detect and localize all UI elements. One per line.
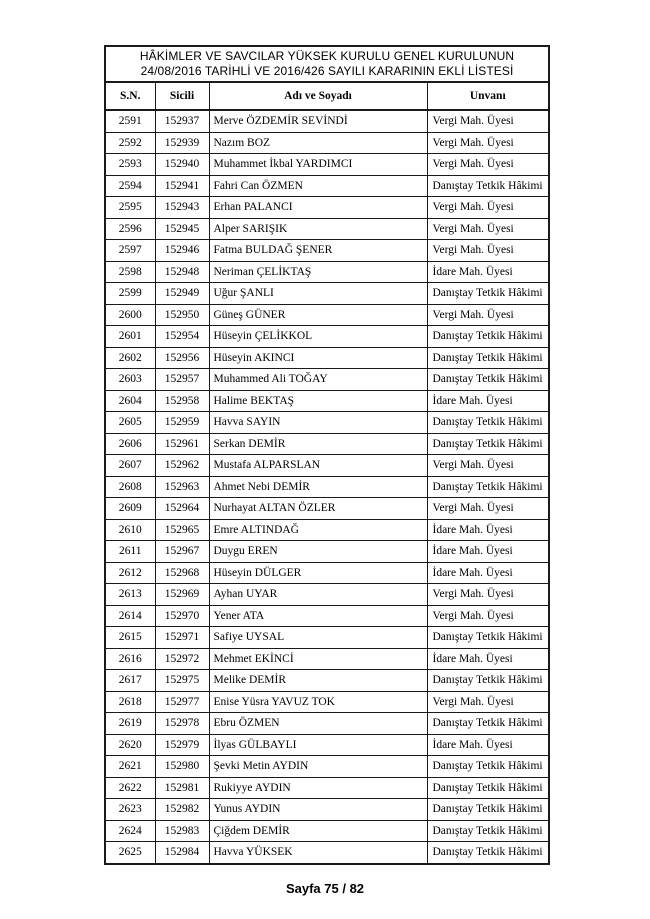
cell-sn: 2623 bbox=[105, 799, 155, 821]
cell-name: Safiye UYSAL bbox=[209, 627, 427, 649]
cell-sn: 2601 bbox=[105, 326, 155, 348]
table-row bbox=[105, 498, 549, 520]
table-row bbox=[105, 820, 549, 842]
cell-sicili: 152954 bbox=[155, 326, 209, 348]
cell-unvan: Danıştay Tetkik Hâkimi bbox=[427, 627, 549, 649]
cell-unvan: Danıştay Tetkik Hâkimi bbox=[427, 777, 549, 799]
cell-unvan: Vergi Mah. Üyesi bbox=[427, 691, 549, 713]
cell-sn: 2604 bbox=[105, 390, 155, 412]
cell-sn: 2616 bbox=[105, 648, 155, 670]
cell-sn: 2608 bbox=[105, 476, 155, 498]
cell-name: Yener ATA bbox=[209, 605, 427, 627]
cell-name: Merve ÖZDEMİR SEVİNDİ bbox=[209, 110, 427, 132]
judges-list-table bbox=[104, 45, 550, 865]
cell-sicili: 152959 bbox=[155, 412, 209, 434]
cell-sicili: 152939 bbox=[155, 132, 209, 154]
table-row bbox=[105, 648, 549, 670]
table-row bbox=[105, 283, 549, 305]
table-row bbox=[105, 627, 549, 649]
cell-name: Hüseyin DÜLGER bbox=[209, 562, 427, 584]
column-header-sicili: Sicili bbox=[155, 82, 209, 110]
column-header-row bbox=[105, 82, 549, 110]
table-row bbox=[105, 756, 549, 778]
cell-unvan: Vergi Mah. Üyesi bbox=[427, 455, 549, 477]
cell-sn: 2605 bbox=[105, 412, 155, 434]
cell-name: Havva SAYIN bbox=[209, 412, 427, 434]
cell-name: Neriman ÇELİKTAŞ bbox=[209, 261, 427, 283]
cell-unvan: Vergi Mah. Üyesi bbox=[427, 218, 549, 240]
cell-name: Melike DEMİR bbox=[209, 670, 427, 692]
cell-unvan: Danıştay Tetkik Hâkimi bbox=[427, 283, 549, 305]
cell-name: Ebru ÖZMEN bbox=[209, 713, 427, 735]
table-row bbox=[105, 326, 549, 348]
cell-name: Halime BEKTAŞ bbox=[209, 390, 427, 412]
cell-name: Ayhan UYAR bbox=[209, 584, 427, 606]
cell-sn: 2597 bbox=[105, 240, 155, 262]
column-header-unvan: Unvanı bbox=[427, 82, 549, 110]
table-row bbox=[105, 240, 549, 262]
table-row bbox=[105, 154, 549, 176]
cell-name: Nurhayat ALTAN ÖZLER bbox=[209, 498, 427, 520]
cell-name: Fahri Can ÖZMEN bbox=[209, 175, 427, 197]
cell-name: Çiğdem DEMİR bbox=[209, 820, 427, 842]
cell-sn: 2594 bbox=[105, 175, 155, 197]
cell-sicili: 152981 bbox=[155, 777, 209, 799]
cell-name: Nazım BOZ bbox=[209, 132, 427, 154]
table-row bbox=[105, 734, 549, 756]
column-header-name: Adı ve Soyadı bbox=[209, 82, 427, 110]
cell-sn: 2610 bbox=[105, 519, 155, 541]
table-row bbox=[105, 584, 549, 606]
table-row bbox=[105, 842, 549, 864]
table-row bbox=[105, 799, 549, 821]
cell-sicili: 152967 bbox=[155, 541, 209, 563]
cell-name: İlyas GÜLBAYLI bbox=[209, 734, 427, 756]
cell-unvan: Danıştay Tetkik Hâkimi bbox=[427, 476, 549, 498]
cell-sn: 2620 bbox=[105, 734, 155, 756]
table-row bbox=[105, 713, 549, 735]
cell-sn: 2600 bbox=[105, 304, 155, 326]
cell-unvan: Danıştay Tetkik Hâkimi bbox=[427, 412, 549, 434]
cell-sicili: 152968 bbox=[155, 562, 209, 584]
cell-unvan: Danıştay Tetkik Hâkimi bbox=[427, 842, 549, 864]
cell-sicili: 152975 bbox=[155, 670, 209, 692]
cell-sicili: 152982 bbox=[155, 799, 209, 821]
cell-sn: 2622 bbox=[105, 777, 155, 799]
cell-unvan: Vergi Mah. Üyesi bbox=[427, 154, 549, 176]
cell-sn: 2617 bbox=[105, 670, 155, 692]
cell-sicili: 152958 bbox=[155, 390, 209, 412]
cell-sn: 2619 bbox=[105, 713, 155, 735]
cell-unvan: İdare Mah. Üyesi bbox=[427, 390, 549, 412]
cell-name: Ahmet Nebi DEMİR bbox=[209, 476, 427, 498]
cell-sicili: 152972 bbox=[155, 648, 209, 670]
document-title-line1: HÂKİMLER VE SAVCILAR YÜKSEK KURULU GENEL KURULUNUN bbox=[139, 48, 515, 63]
page-number: Sayfa 75 / 82 bbox=[285, 881, 365, 896]
cell-sn: 2596 bbox=[105, 218, 155, 240]
table-row bbox=[105, 541, 549, 563]
cell-name: Güneş GÜNER bbox=[209, 304, 427, 326]
cell-sn: 2612 bbox=[105, 562, 155, 584]
cell-sn: 2598 bbox=[105, 261, 155, 283]
cell-sicili: 152969 bbox=[155, 584, 209, 606]
table-row bbox=[105, 455, 549, 477]
cell-name: Rukiyye AYDIN bbox=[209, 777, 427, 799]
table-row bbox=[105, 175, 549, 197]
table-row bbox=[105, 261, 549, 283]
cell-sicili: 152962 bbox=[155, 455, 209, 477]
table-row bbox=[105, 132, 549, 154]
cell-name: Hüseyin ÇELİKKOL bbox=[209, 326, 427, 348]
table-row bbox=[105, 110, 549, 132]
cell-sn: 2602 bbox=[105, 347, 155, 369]
cell-unvan: Danıştay Tetkik Hâkimi bbox=[427, 175, 549, 197]
cell-unvan: İdare Mah. Üyesi bbox=[427, 562, 549, 584]
cell-sicili: 152956 bbox=[155, 347, 209, 369]
cell-sicili: 152963 bbox=[155, 476, 209, 498]
cell-unvan: Vergi Mah. Üyesi bbox=[427, 584, 549, 606]
table-row bbox=[105, 197, 549, 219]
cell-name: Duygu EREN bbox=[209, 541, 427, 563]
cell-sicili: 152945 bbox=[155, 218, 209, 240]
cell-unvan: Danıştay Tetkik Hâkimi bbox=[427, 326, 549, 348]
cell-sn: 2614 bbox=[105, 605, 155, 627]
cell-sicili: 152950 bbox=[155, 304, 209, 326]
cell-sicili: 152957 bbox=[155, 369, 209, 391]
cell-unvan: Danıştay Tetkik Hâkimi bbox=[427, 670, 549, 692]
table-row bbox=[105, 347, 549, 369]
cell-unvan: İdare Mah. Üyesi bbox=[427, 734, 549, 756]
cell-sn: 2613 bbox=[105, 584, 155, 606]
cell-unvan: Danıştay Tetkik Hâkimi bbox=[427, 347, 549, 369]
table-row bbox=[105, 390, 549, 412]
cell-unvan: Danıştay Tetkik Hâkimi bbox=[427, 369, 549, 391]
cell-name: Muhammed Ali TOĞAY bbox=[209, 369, 427, 391]
cell-name: Mehmet EKİNCİ bbox=[209, 648, 427, 670]
cell-sn: 2621 bbox=[105, 756, 155, 778]
table-row bbox=[105, 433, 549, 455]
cell-unvan: Danıştay Tetkik Hâkimi bbox=[427, 820, 549, 842]
cell-sicili: 152983 bbox=[155, 820, 209, 842]
table-row bbox=[105, 476, 549, 498]
cell-sicili: 152937 bbox=[155, 110, 209, 132]
cell-unvan: Vergi Mah. Üyesi bbox=[427, 240, 549, 262]
cell-unvan: Danıştay Tetkik Hâkimi bbox=[427, 713, 549, 735]
document-title-line2: 24/08/2016 TARİHLİ VE 2016/426 SAYILI KARARININ EKLİ LİSTESİ bbox=[140, 64, 514, 78]
table-row bbox=[105, 691, 549, 713]
cell-sn: 2625 bbox=[105, 842, 155, 864]
cell-sicili: 152946 bbox=[155, 240, 209, 262]
cell-sicili: 152964 bbox=[155, 498, 209, 520]
cell-unvan: İdare Mah. Üyesi bbox=[427, 519, 549, 541]
cell-sn: 2609 bbox=[105, 498, 155, 520]
cell-sicili: 152978 bbox=[155, 713, 209, 735]
cell-sicili: 152971 bbox=[155, 627, 209, 649]
title-row bbox=[105, 46, 549, 82]
cell-sn: 2593 bbox=[105, 154, 155, 176]
cell-sicili: 152979 bbox=[155, 734, 209, 756]
cell-sicili: 152980 bbox=[155, 756, 209, 778]
cell-unvan: Vergi Mah. Üyesi bbox=[427, 197, 549, 219]
cell-unvan: Vergi Mah. Üyesi bbox=[427, 132, 549, 154]
cell-name: Erhan PALANCI bbox=[209, 197, 427, 219]
cell-sicili: 152977 bbox=[155, 691, 209, 713]
cell-name: Havva YÜKSEK bbox=[209, 842, 427, 864]
cell-name: Serkan DEMİR bbox=[209, 433, 427, 455]
cell-name: Yunus AYDIN bbox=[209, 799, 427, 821]
cell-unvan: Vergi Mah. Üyesi bbox=[427, 498, 549, 520]
cell-sn: 2603 bbox=[105, 369, 155, 391]
table-row bbox=[105, 670, 549, 692]
table-row bbox=[105, 218, 549, 240]
cell-sicili: 152961 bbox=[155, 433, 209, 455]
cell-sn: 2611 bbox=[105, 541, 155, 563]
table-row bbox=[105, 519, 549, 541]
column-header-sn: S.N. bbox=[105, 82, 155, 110]
cell-unvan: İdare Mah. Üyesi bbox=[427, 648, 549, 670]
cell-sn: 2607 bbox=[105, 455, 155, 477]
table-body bbox=[105, 110, 549, 864]
cell-sicili: 152940 bbox=[155, 154, 209, 176]
cell-sn: 2606 bbox=[105, 433, 155, 455]
table-row bbox=[105, 562, 549, 584]
cell-sn: 2615 bbox=[105, 627, 155, 649]
cell-sicili: 152943 bbox=[155, 197, 209, 219]
cell-name: Enise Yüsra YAVUZ TOK bbox=[209, 691, 427, 713]
table-head bbox=[105, 46, 549, 110]
cell-sn: 2591 bbox=[105, 110, 155, 132]
cell-name: Muhammet İkbal YARDIMCI bbox=[209, 154, 427, 176]
cell-sn: 2624 bbox=[105, 820, 155, 842]
cell-unvan: Vergi Mah. Üyesi bbox=[427, 110, 549, 132]
cell-name: Emre ALTINDAĞ bbox=[209, 519, 427, 541]
table-row bbox=[105, 304, 549, 326]
cell-name: Hüseyin AKINCI bbox=[209, 347, 427, 369]
cell-name: Fatma BULDAĞ ŞENER bbox=[209, 240, 427, 262]
table-row bbox=[105, 777, 549, 799]
cell-sicili: 152965 bbox=[155, 519, 209, 541]
cell-sn: 2599 bbox=[105, 283, 155, 305]
cell-sn: 2595 bbox=[105, 197, 155, 219]
cell-unvan: Vergi Mah. Üyesi bbox=[427, 605, 549, 627]
cell-sn: 2618 bbox=[105, 691, 155, 713]
cell-sicili: 152948 bbox=[155, 261, 209, 283]
cell-sicili: 152949 bbox=[155, 283, 209, 305]
cell-sicili: 152970 bbox=[155, 605, 209, 627]
cell-unvan: İdare Mah. Üyesi bbox=[427, 261, 549, 283]
cell-unvan: Danıştay Tetkik Hâkimi bbox=[427, 433, 549, 455]
cell-unvan: Danıştay Tetkik Hâkimi bbox=[427, 756, 549, 778]
cell-unvan: Danıştay Tetkik Hâkimi bbox=[427, 799, 549, 821]
cell-unvan: İdare Mah. Üyesi bbox=[427, 541, 549, 563]
table-row bbox=[105, 605, 549, 627]
cell-sn: 2592 bbox=[105, 132, 155, 154]
table-row bbox=[105, 369, 549, 391]
cell-name: Mustafa ALPARSLAN bbox=[209, 455, 427, 477]
document-title bbox=[105, 46, 549, 82]
cell-name: Uğur ŞANLI bbox=[209, 283, 427, 305]
cell-sicili: 152941 bbox=[155, 175, 209, 197]
cell-sicili: 152984 bbox=[155, 842, 209, 864]
cell-name: Şevki Metin AYDIN bbox=[209, 756, 427, 778]
cell-name: Alper SARIŞIK bbox=[209, 218, 427, 240]
cell-unvan: Vergi Mah. Üyesi bbox=[427, 304, 549, 326]
table-row bbox=[105, 412, 549, 434]
